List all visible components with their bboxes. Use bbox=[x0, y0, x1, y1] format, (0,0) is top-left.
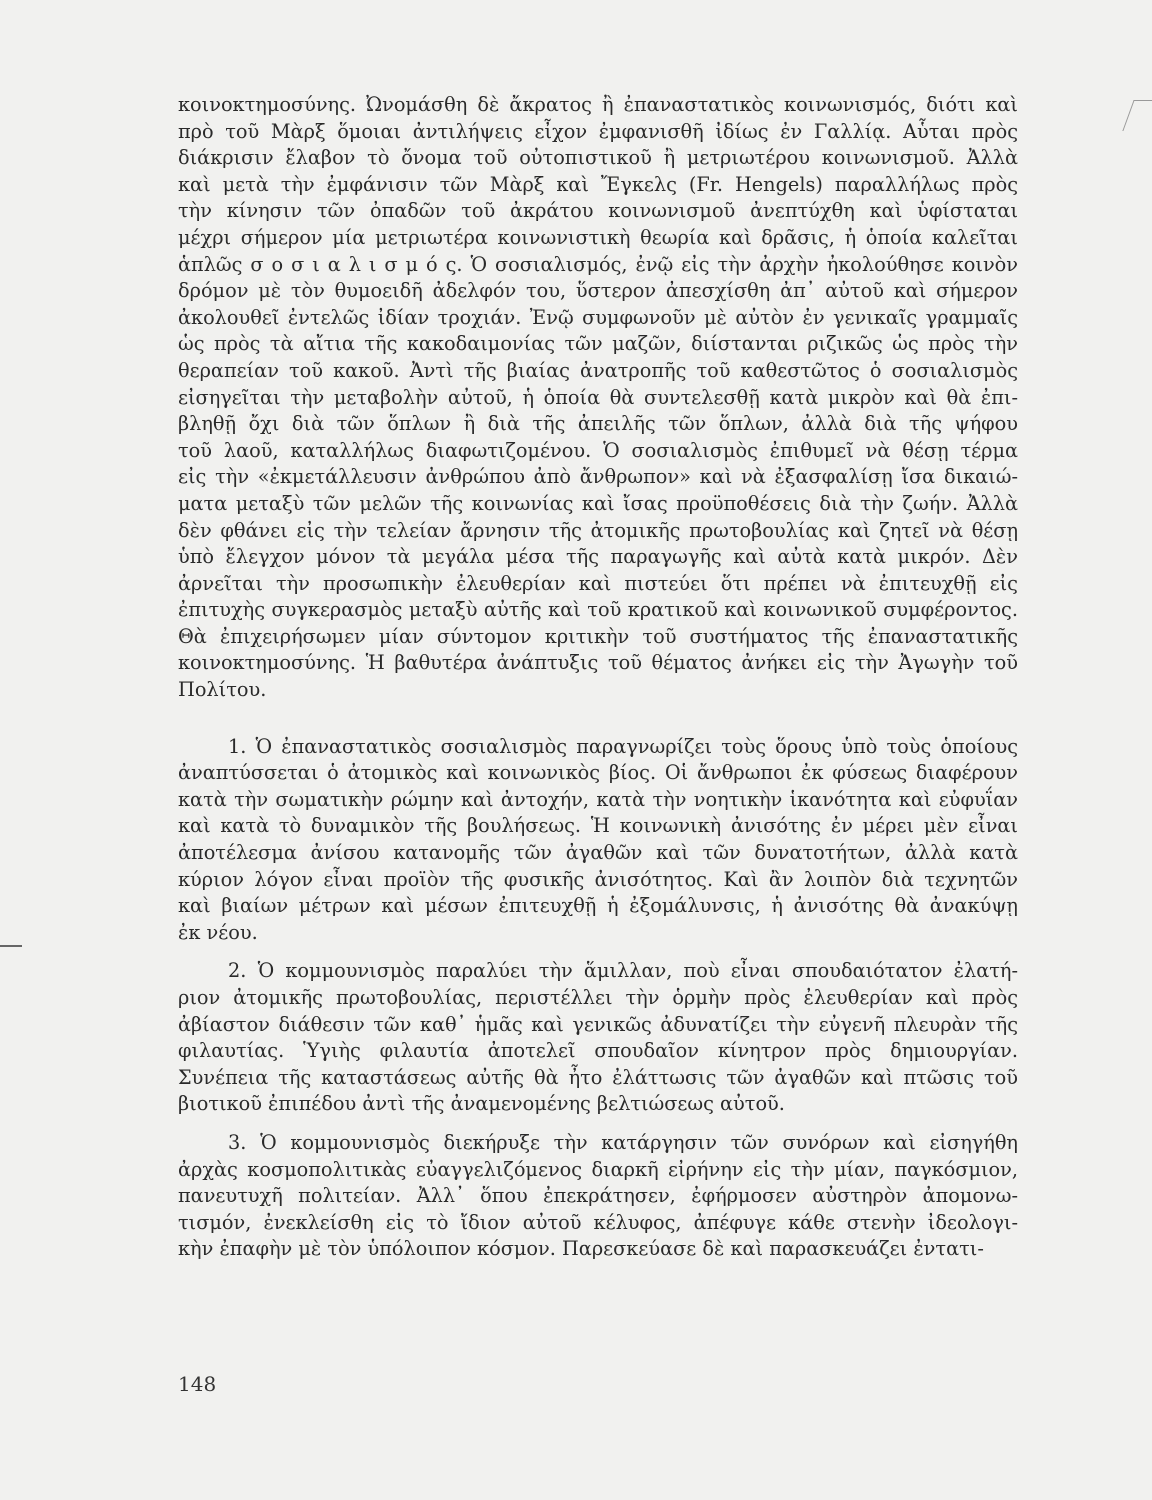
text-line: πανευτυχῆ πολιτείαν. Ἀλλ᾿ ὅπου ἐπεκράτησεν, ἐφήρμοσεν αὐστηρὸν ἀπομονω- bbox=[178, 1184, 1018, 1208]
text-line: ριον ἀτομικῆς πρωτοβουλίας, περιστέλλει τὴν ὁρμὴν πρὸς ἐλευθερίαν καὶ πρὸς bbox=[178, 986, 1018, 1009]
text-line: κοινοκτημοσύνης. Ὠνομάσθη δὲ ἄκρατος ἢ ἐπαναστατικὸς κοινωνισμός, διότι καὶ bbox=[178, 93, 1018, 116]
text-line: ἐπιτυχὴς συγκερασμὸς μεταξὺ αὐτῆς καὶ τοῦ κρατικοῦ καὶ κοινωνικοῦ συμφέροντος. bbox=[178, 598, 1018, 622]
text-line: ἀρνεῖται τὴν προσωπικὴν ἐλευθερίαν καὶ πιστεύει ὅτι πρέπει νὰ ἐπιτευχθῇ εἰς bbox=[178, 571, 1018, 595]
text-line: 2. Ὁ κομμουνισμὸς παραλύει τὴν ἅμιλλαν, ποὺ εἶναι σπουδαιότατον ἐλατή- bbox=[228, 959, 1018, 983]
text-line: φιλαυτίας. Ὑγιὴς φιλαυτία ἀποτελεῖ σπουδαῖον κίνητρον πρὸς δημιουργίαν. bbox=[178, 1039, 1018, 1063]
text-line: καὶ βιαίων μέτρων καὶ μέσων ἐπιτευχθῇ ἡ ἐξομάλυνσις, ἡ ἀνισότης θὰ ἀνακύψῃ bbox=[178, 894, 1018, 918]
page-body-text bbox=[178, 92, 1018, 1263]
text-line: τοῦ λαοῦ, καταλλήλως διαφωτιζομένου. Ὁ σοσιαλισμὸς ἐπιθυμεῖ νὰ θέσῃ τέρμα bbox=[178, 438, 1018, 462]
text-line: δρόμον μὲ τὸν θυμοειδῆ ἀδελφόν του, ὕστερον ἀπεσχίσθη ἀπ᾿ αὐτοῦ καὶ σήμερον bbox=[178, 279, 1018, 303]
text-line: κὴν ἐπαφὴν μὲ τὸν ὑπόλοιπον κόσμον. Παρεσκεύασε δὲ καὶ παρασκευάζει ἐντατι- bbox=[178, 1237, 984, 1261]
paragraph-intro bbox=[178, 92, 1018, 704]
text-line: βληθῇ ὄχι διὰ τῶν ὅπλων ἢ διὰ τῆς ἀπειλῆς τῶν ὅπλων, ἀλλὰ διὰ τῆς ψήφου bbox=[178, 412, 1018, 436]
text-line: ματα μεταξὺ τῶν μελῶν τῆς κοινωνίας καὶ ἴσας προϋποθέσεις διὰ τὴν ζωήν. Ἀλλὰ bbox=[178, 491, 1018, 515]
text-line: ἀποτέλεσμα ἀνίσου κατανομῆς τῶν ἀγαθῶν καὶ τῶν δυνατοτήτων, ἀλλὰ κατὰ bbox=[178, 841, 1018, 865]
text-line: κύριον λόγον εἶναι προϊὸν τῆς φυσικῆς ἀνισότητος. Καὶ ἂν λοιπὸν διὰ τεχνητῶν bbox=[178, 867, 1018, 891]
text-line: θεραπείαν τοῦ κακοῦ. Ἀντὶ τῆς βιαίας ἀνατροπῆς τοῦ καθεστῶτος ὁ σοσιαλισμὸς bbox=[178, 358, 1018, 382]
paragraph-point-3 bbox=[178, 1130, 1018, 1263]
text-line: 1. Ὁ ἐπαναστατικὸς σοσιαλισμὸς παραγνωρίζει τοὺς ὅρους ὑπὸ τοὺς ὁποίους bbox=[228, 734, 1018, 758]
text-line: μέχρι σήμερον μία μετριωτέρα κοινωνιστικὴ θεωρία καὶ δρᾶσις, ἡ ὁποία καλεῖται bbox=[178, 225, 1018, 249]
page-number: 148 bbox=[178, 1372, 217, 1396]
text-line: Πολίτου. bbox=[178, 678, 267, 702]
text-line: κοινοκτημοσύνης. Ἡ βαθυτέρα ἀνάπτυξις τοῦ θέματος ἀνήκει εἰς τὴν Ἀγωγὴν τοῦ bbox=[178, 651, 1018, 675]
paragraph-point-2 bbox=[178, 958, 1018, 1118]
text-line: καὶ κατὰ τὸ δυναμικὸν τῆς βουλήσεως. Ἡ κοινωνικὴ ἀνισότης ἐν μέρει μὲν εἶναι bbox=[178, 814, 1018, 838]
text-line: τὴν κίνησιν τῶν ὀπαδῶν τοῦ ἀκράτου κοινωνισμοῦ ἀνεπτύχθη καὶ ὑφίσταται bbox=[178, 199, 1018, 223]
text-line: ἀναπτύσσεται ὁ ἀτομικὸς καὶ κοινωνικὸς βίος. Οἱ ἄνθρωποι ἐκ φύσεως διαφέρουν bbox=[178, 761, 1018, 785]
text-line: εἰς τὴν «ἐκμετάλλευσιν ἀνθρώπου ἀπὸ ἄνθρωπον» καὶ νὰ ἐξασφαλίσῃ ἴσα δικαιώ- bbox=[178, 465, 1018, 489]
text-line: ἁπλῶς σ ο σ ι α λ ι σ μ ό ς. Ὁ σοσιαλισμός, ἐνῷ εἰς τὴν ἀρχὴν ἠκολούθησε κοινὸν bbox=[178, 252, 1018, 276]
margin-pencil-mark bbox=[1122, 100, 1152, 131]
text-line: ἀρχὰς κοσμοπολιτικὰς εὐαγγελιζόμενος διαρκῆ εἰρήνην εἰς τὴν μίαν, παγκόσμιον, bbox=[178, 1157, 1018, 1181]
text-line: Θὰ ἐπιχειρήσωμεν μίαν σύντομον κριτικὴν τοῦ συστήματος τῆς ἐπαναστατικῆς bbox=[178, 624, 1018, 648]
text-line: ἐκ νέου. bbox=[178, 920, 258, 944]
text-line: ἀβίαστον διάθεσιν τῶν καθ᾿ ἡμᾶς καὶ γενικῶς ἀδυνατίζει τὴν εὐγενῆ πλευρὰν τῆς bbox=[178, 1012, 1018, 1036]
text-line: βιοτικοῦ ἐπιπέδου ἀντὶ τῆς ἀναμενομένης βελτιώσεως αὐτοῦ. bbox=[178, 1092, 785, 1116]
text-line: πρὸ τοῦ Μὰρξ ὅμοιαι ἀντιλήψεις εἶχον ἐμφανισθῆ ἰδίως ἐν Γαλλίᾳ. Αὗται πρὸς bbox=[178, 119, 1018, 143]
text-line: διάκρισιν ἔλαβον τὸ ὄνομα τοῦ οὐτοπιστικοῦ ἢ μετριωτέρου κοινωνισμοῦ. Ἀλλὰ bbox=[178, 146, 1018, 170]
text-line: ἀκολουθεῖ ἐντελῶς ἰδίαν τροχιάν. Ἐνῷ συμφωνοῦν μὲ αὐτὸν ἐν γενικαῖς γραμμαῖς bbox=[178, 305, 1018, 329]
text-line: εἰσηγεῖται τὴν μεταβολὴν αὐτοῦ, ἡ ὁποία θὰ συντελεσθῇ κατὰ μικρὸν καὶ θὰ ἐπι- bbox=[178, 385, 1018, 409]
text-line: ὑπὸ ἔλεγχον μόνον τὰ μεγάλα μέσα τῆς παραγωγῆς καὶ αὐτὰ κατὰ μικρόν. Δὲν bbox=[178, 545, 1018, 569]
text-line: 3. Ὁ κομμουνισμὸς διεκήρυξε τὴν κατάργησιν τῶν συνόρων καὶ εἰσηγήθη bbox=[228, 1130, 1018, 1154]
text-line: καὶ μετὰ τὴν ἐμφάνισιν τῶν Μὰρξ καὶ Ἔγκελς (Fr. Hengels) παραλλήλως πρὸς bbox=[178, 172, 1018, 196]
text-line: Συνέπεια τῆς καταστάσεως αὐτῆς θὰ ἦτο ἐλάττωσις τῶν ἀγαθῶν καὶ πτῶσις τοῦ bbox=[178, 1065, 1018, 1089]
text-line: ὡς πρὸς τὰ αἴτια τῆς κακοδαιμονίας τῶν μαζῶν, διίστανται ριζικῶς ὡς πρὸς τὴν bbox=[178, 332, 1018, 356]
text-line: δὲν φθάνει εἰς τὴν τελείαν ἄρνησιν τῆς ἀτομικῆς πρωτοβουλίας καὶ ζητεῖ νὰ θέσῃ bbox=[178, 518, 1018, 542]
margin-tick-mark bbox=[0, 945, 22, 947]
text-line: τισμόν, ἐνεκλείσθη εἰς τὸ ἴδιον αὐτοῦ κέλυφος, ἀπέφυγε κάθε στενὴν ἰδεολογι- bbox=[178, 1210, 1018, 1234]
text-line: κατὰ τὴν σωματικὴν ρώμην καὶ ἀντοχήν, κατὰ τὴν νοητικὴν ἱκανότητα καὶ εὐφυΐαν bbox=[178, 787, 1018, 811]
paragraph-point-1 bbox=[178, 734, 1018, 947]
